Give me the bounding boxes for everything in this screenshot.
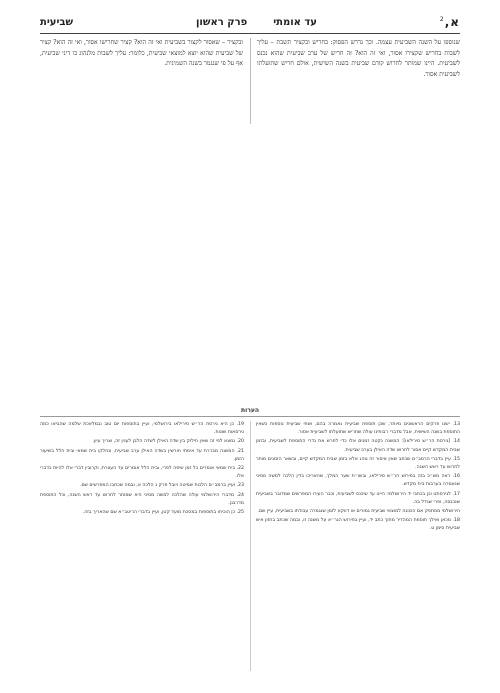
footnote: 17. לגירסתנו וכן בכתבי יד הירושלמי: היינו עד שיכנס לשביעית, וכבר העירו המפרשים שמדובר בשביעית שנכנסה, ופרי שגדל בה. [256, 491, 460, 505]
notes-divider [40, 416, 460, 417]
footnote: הירושלמי מסתפק אם הכוונה למוצאי שביעית גמורים או דווקא לזמן שנגמרה עבודתו בשביעית, עיין שם. [257, 509, 460, 515]
page-number: א,$^2$ [439, 15, 460, 29]
footnote: 22. בית שמאי אומרים כל זמן שיפה לפרי, ובית הלל אומרים עד העצרת, וקרובין דברי אלו להיות כדברי אלו. [40, 466, 244, 480]
header-divider [40, 33, 460, 34]
footnote: 24. מדברי הירושלמי עולה שהלכה למשה מסיני היא שמותר לחרוש עד ראש השנה, וכל התוספת מדרבנן. [40, 492, 244, 506]
footnote: 14. [גירסת הר״ש סירילאו]: המשנה נקטה זמנים אלו כדי לפרש את גדרי התוספת לשביעית, ובזמן שבית המקדש קיים אסור לחרוש שדה האילן בערב שביעית. [256, 439, 460, 453]
footnote: 15. עיין בדברי הרמב״ם שכתב שאין איסור זה נוהג אלא בזמן שבית המקדש קיים, ובשאר הזמנים מותר לחרוש עד ראש השנה. [256, 456, 460, 471]
main-paragraph: ובקציר – שאסור לקצור בשביעית ואי זה הוא? קציר שחרישו אסור, ואי זה הוא? קציר של שביעית שהוא יוצא למוצאי שביעית, כלומר: עליך לשבות מלנהוג בו דיני שביעית, אף על פי שנגמר בשנה השמינית. [40, 39, 243, 68]
footnote: 19. כן היא גירסת הר״ש סירילאו בירושלמי, ועיין בתוספות יום טוב ובמלאכת שלמה שהביאו כמה גירסאות שונות. [40, 422, 244, 436]
main-text [40, 38, 460, 124]
footnote: 21. המשנה מבררת עד אימתי חורשין בשדה האילן ערב שביעית, ונחלקו בית שמאי ובית הלל בשיעור הזמן. [40, 448, 244, 462]
main-paragraph: שנוספו על השנה השביעית עצמה. וכך נדרש הפסוק: בחריש ובקציר תשבת – עליך לשבות בחריש שקצירו אסור, ואי זה הוא? זה חריש של ערב שביעית שהוא נכנס לשביעית. היינו שמותר לחרוש קודם שביעית בשנה השישית, אולם חריש שתועלתו לשביעית אסור. [257, 39, 460, 78]
tractate-title: שביעית [40, 16, 74, 28]
section-name: עד אומתי [273, 16, 317, 28]
footnote: 16. ראה מש״כ בזה בפירוש הר״ש סירילאו, ובשו״ת שער המלך, שהאריכו בדין הלכה למשה מסיני שנאמרה בערבות בית מקדש. [256, 474, 460, 488]
notes-heading: הערות [241, 407, 259, 414]
page-header [40, 14, 460, 30]
chapter-heading [196, 17, 317, 28]
footnote: 23. ועיין ברמב״ם הלכות שמיטה ויובל פרק ג הלכה א, ובמה שכתבו המפרשים שם. [79, 483, 244, 489]
footnotes [40, 421, 460, 671]
chapter-name: פרק ראשון [196, 16, 248, 28]
footnote: 18. מכאן ואילך תוספת המהדיר מתוך כתב יד, ועיין בפירוש הגר״א על משנה זו, ובמה שכתב בחזון איש שביעית סימן ט. [256, 518, 460, 532]
footnote: 13. ישנו פרקים הראשונים מיותר, שכן תוספת שביעית נאמרה בהם, ושתי שביעית נוספות כשאין התוספת בשנה השישית, אבל מדברי רבותינו עולה שחריש שתועלתו לשביעית אסור. [256, 422, 460, 436]
footnote: 20. נמצא לפי זה שאין חילוק בין שדה האילן לשדה הלבן לענין זה, וצריך עיון. [92, 439, 244, 445]
footnote: 25. כן הוכיחו בתוספות במסכת מועד קטן, ועיין בדברי הריטב״א שם שהאריך בזה. [82, 510, 244, 516]
